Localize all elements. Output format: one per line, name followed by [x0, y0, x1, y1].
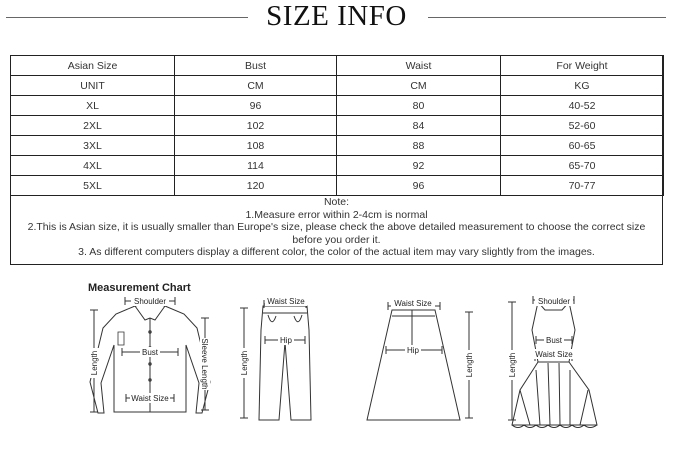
- table-cell: 96: [175, 96, 337, 116]
- shirt-length-label: Length: [90, 350, 99, 376]
- table-cell: 80: [337, 96, 501, 116]
- table-unit-row: [11, 76, 664, 96]
- unit-cell: CM: [175, 76, 337, 96]
- shirt-bust-label: Bust: [141, 348, 159, 357]
- table-cell: 3XL: [11, 136, 175, 156]
- note-line-2-continued: before you order it.: [292, 233, 381, 246]
- skirt-waist-label: Waist Size: [394, 299, 432, 308]
- table-row: [11, 96, 664, 116]
- table-cell: 96: [337, 176, 501, 196]
- table-cell: XL: [11, 96, 175, 116]
- note-line-2: 2.This is Asian size, it is usually smaller than Europe's size, please check the above detailed measurement to choose the correct size: [27, 221, 646, 233]
- shirt-shoulder-label: Shoulder: [133, 297, 167, 306]
- table-cell: 65-70: [501, 156, 664, 176]
- unit-cell: KG: [501, 76, 664, 96]
- table-cell: 40-52: [501, 96, 664, 116]
- measurement-chart-title: Measurement Chart: [88, 282, 191, 294]
- table-cell: 52-60: [501, 116, 664, 136]
- table-cell: 60-65: [501, 136, 664, 156]
- table-header-row: [11, 56, 664, 76]
- shirt-sleeve-label: Sleeve Length: [200, 338, 209, 390]
- skirt-diagram: [367, 302, 473, 420]
- table-cell: 70-77: [501, 176, 664, 196]
- table-cell: 88: [337, 136, 501, 156]
- table-row: [11, 176, 664, 196]
- table-cell: 84: [337, 116, 501, 136]
- notes-heading: Note:: [323, 196, 350, 208]
- table-row: [11, 116, 664, 136]
- header-right-rule: [428, 17, 666, 18]
- page-header: [0, 0, 673, 40]
- table-cell: 5XL: [11, 176, 175, 196]
- garment-diagrams: [0, 270, 673, 449]
- dress-diagram: [508, 296, 597, 428]
- table-cell: 2XL: [11, 116, 175, 136]
- pants-hip-label: Hip: [279, 336, 293, 345]
- measurement-chart: [0, 270, 673, 449]
- dress-length-label: Length: [508, 352, 517, 378]
- header-cell: Asian Size: [11, 56, 175, 76]
- pants-labels: [239, 296, 307, 378]
- dress-waist-label: Waist Size: [535, 350, 573, 359]
- pants-diagram: [240, 300, 311, 420]
- table-cell: 102: [175, 116, 337, 136]
- note-line-3: 3. As different computers display a different color, the color of the actual item may vary slightly from the images.: [78, 246, 595, 258]
- table-cell: 120: [175, 176, 337, 196]
- dress-labels: [507, 296, 575, 380]
- unit-cell: UNIT: [11, 76, 175, 96]
- skirt-length-label: Length: [465, 352, 474, 378]
- dress-shoulder-label: Shoulder: [537, 297, 571, 306]
- pants-waist-label: Waist Size: [267, 297, 305, 306]
- header-cell: For Weight: [501, 56, 664, 76]
- shirt-waist-label: Waist Size: [131, 394, 169, 403]
- notes-section: [10, 196, 663, 259]
- note-line-1: 1.Measure error within 2-4cm is normal: [245, 208, 428, 221]
- page-title: SIZE INFO: [266, 0, 407, 32]
- header-cell: Waist: [337, 56, 501, 76]
- size-table: [10, 55, 664, 196]
- dress-bust-label: Bust: [545, 336, 563, 345]
- table-cell: 108: [175, 136, 337, 156]
- skirt-hip-label: Hip: [406, 346, 420, 355]
- table-cell: 114: [175, 156, 337, 176]
- pants-length-label: Length: [240, 350, 249, 376]
- table-row: [11, 156, 664, 176]
- table-cell: 92: [337, 156, 501, 176]
- table-cell: 4XL: [11, 156, 175, 176]
- unit-cell: CM: [337, 76, 501, 96]
- header-cell: Bust: [175, 56, 337, 76]
- table-row: [11, 136, 664, 156]
